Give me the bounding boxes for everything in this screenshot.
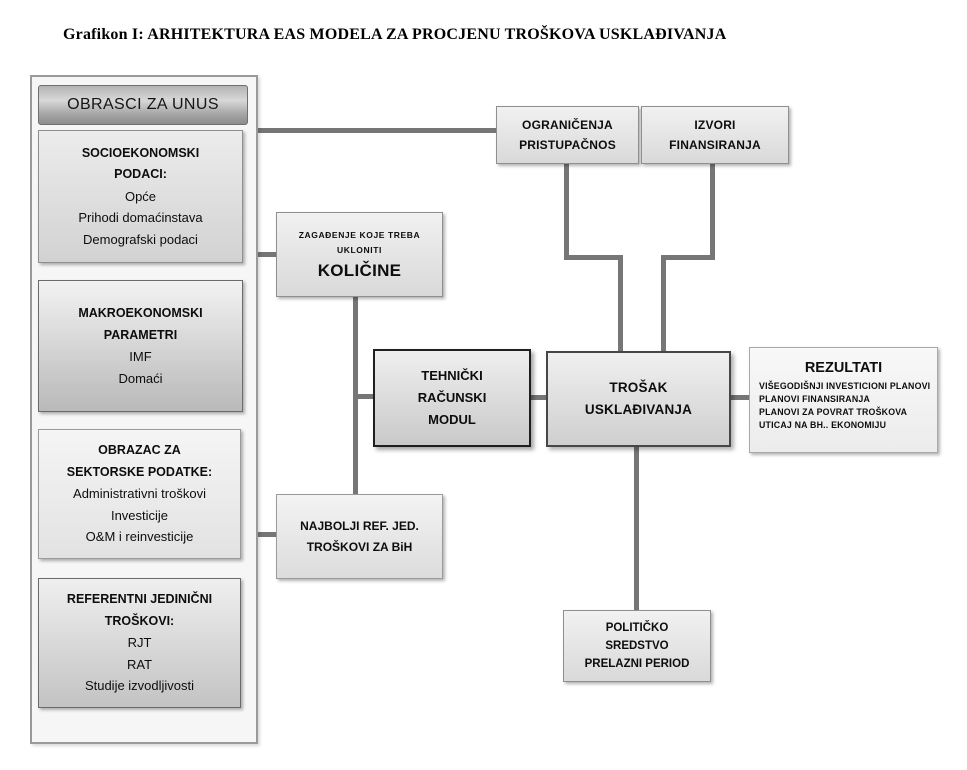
rezultati-item: UTICAJ NA BH.. EKONOMIJU (759, 420, 887, 430)
box-title-line: PARAMETRI (103, 327, 178, 342)
box-title-line: IZVORI (694, 118, 736, 132)
connector-trosak-to-politicko (634, 443, 639, 610)
connector-stub-to-tehnicki (353, 394, 373, 399)
box-rezultati (749, 347, 938, 453)
page-title: Grafikon I: ARHITEKTURA EAS MODELA ZA PROCJENU TROŠKOVA USKLAĐIVANJA (63, 26, 727, 43)
box-referentni-jedinicni-troskovi (38, 578, 241, 708)
connector-ogranicenja-to-trosak (618, 255, 623, 351)
rezultati-item-list (750, 380, 937, 432)
box-title: REZULTATI (804, 360, 883, 376)
box-title-line: SREDSTVO (605, 640, 669, 652)
connector-panel-to-ogranicenja (254, 128, 496, 133)
box-title: KOLIČINE (317, 260, 402, 280)
box-line: Domaći (118, 370, 163, 386)
box-title-line: SOCIOEKONOMSKI (81, 145, 200, 160)
box-line: Studije izvodljivosti (84, 678, 195, 694)
box-izvori-finansiranja (641, 106, 789, 164)
box-obrazac-za-sektorske-podatke (38, 429, 241, 559)
box-line: Administrativni troškovi (73, 486, 206, 502)
box-title-line: NAJBOLJI REF. JED. (300, 518, 419, 533)
box-title-line: PODACI: (114, 167, 167, 182)
box-subtitle-line: ZAGAĐENJE KOJE TREBA (298, 229, 421, 240)
box-title-line: REFERENTNI JEDINIČNI (66, 592, 213, 607)
connector-izvori-down (710, 162, 715, 258)
box-line: Opće (124, 188, 157, 204)
connector-ogranicenja-across (564, 255, 623, 260)
box-trosak-uskladjivanja (546, 351, 731, 447)
box-title-line: USKLAĐIVANJA (584, 402, 693, 417)
box-title-line: TROŠKOVI ZA BiH (306, 539, 413, 554)
box-title-line: SEKTORSKE PODATKE: (66, 464, 213, 479)
box-title-line: POLITIČKO (605, 622, 669, 634)
box-line: IMF (129, 349, 152, 364)
connector-ogranicenja-down (564, 162, 569, 258)
box-najbolji-ref-jed-troskovi (276, 494, 443, 579)
box-title-line: MODUL (428, 412, 476, 427)
box-politicko-sredstvo (563, 610, 711, 682)
box-title-line: MAKROEKONOMSKI (78, 306, 203, 320)
box-line: RAT (126, 656, 153, 672)
box-zagadjenje-kolicine (276, 212, 443, 297)
box-title-line: TROŠKOVI: (104, 613, 175, 628)
box-line: O&M i reinvesticije (85, 529, 194, 545)
box-title-line: PRISTUPAČNOS (519, 138, 616, 152)
box-line: Demografski podaci (83, 231, 198, 247)
box-line: RJT (127, 635, 152, 651)
rezultati-item: VIŠEGODIŠNJI INVESTICIONI PLANOVI (759, 381, 931, 391)
box-subtitle-line: UKLONITI (337, 244, 382, 255)
box-title-line: TEHNIČKI (421, 368, 483, 383)
box-title-line: FINANSIRANJA (669, 138, 761, 152)
panel-header-label: OBRASCI ZA UNUS (67, 96, 219, 113)
panel-header-obrasci-za-unus (38, 85, 248, 125)
box-line: Investicije (110, 507, 169, 523)
box-tehnicki-racunski-modul (373, 349, 531, 447)
box-title-line: OBRAZAC ZA (98, 443, 181, 458)
connector-izvori-to-trosak (661, 255, 666, 351)
box-ogranicenja-pristupacnos (496, 106, 639, 164)
box-title-line: OGRANIČENJA (522, 118, 613, 132)
box-makroekonomski-parametri (38, 280, 243, 412)
box-line: Prihodi domaćinstava (78, 210, 203, 226)
connector-izvori-across (661, 255, 715, 260)
box-title-line: TROŠAK (609, 380, 668, 395)
box-socioekonomski-podaci (38, 130, 243, 263)
rezultati-item: PLANOVI ZA POVRAT TROŠKOVA (759, 407, 908, 417)
box-title-line: PRELAZNI PERIOD (584, 658, 690, 670)
rezultati-item: PLANOVI FINANSIRANJA (759, 394, 871, 404)
box-title-line: RAČUNSKI (417, 390, 487, 405)
